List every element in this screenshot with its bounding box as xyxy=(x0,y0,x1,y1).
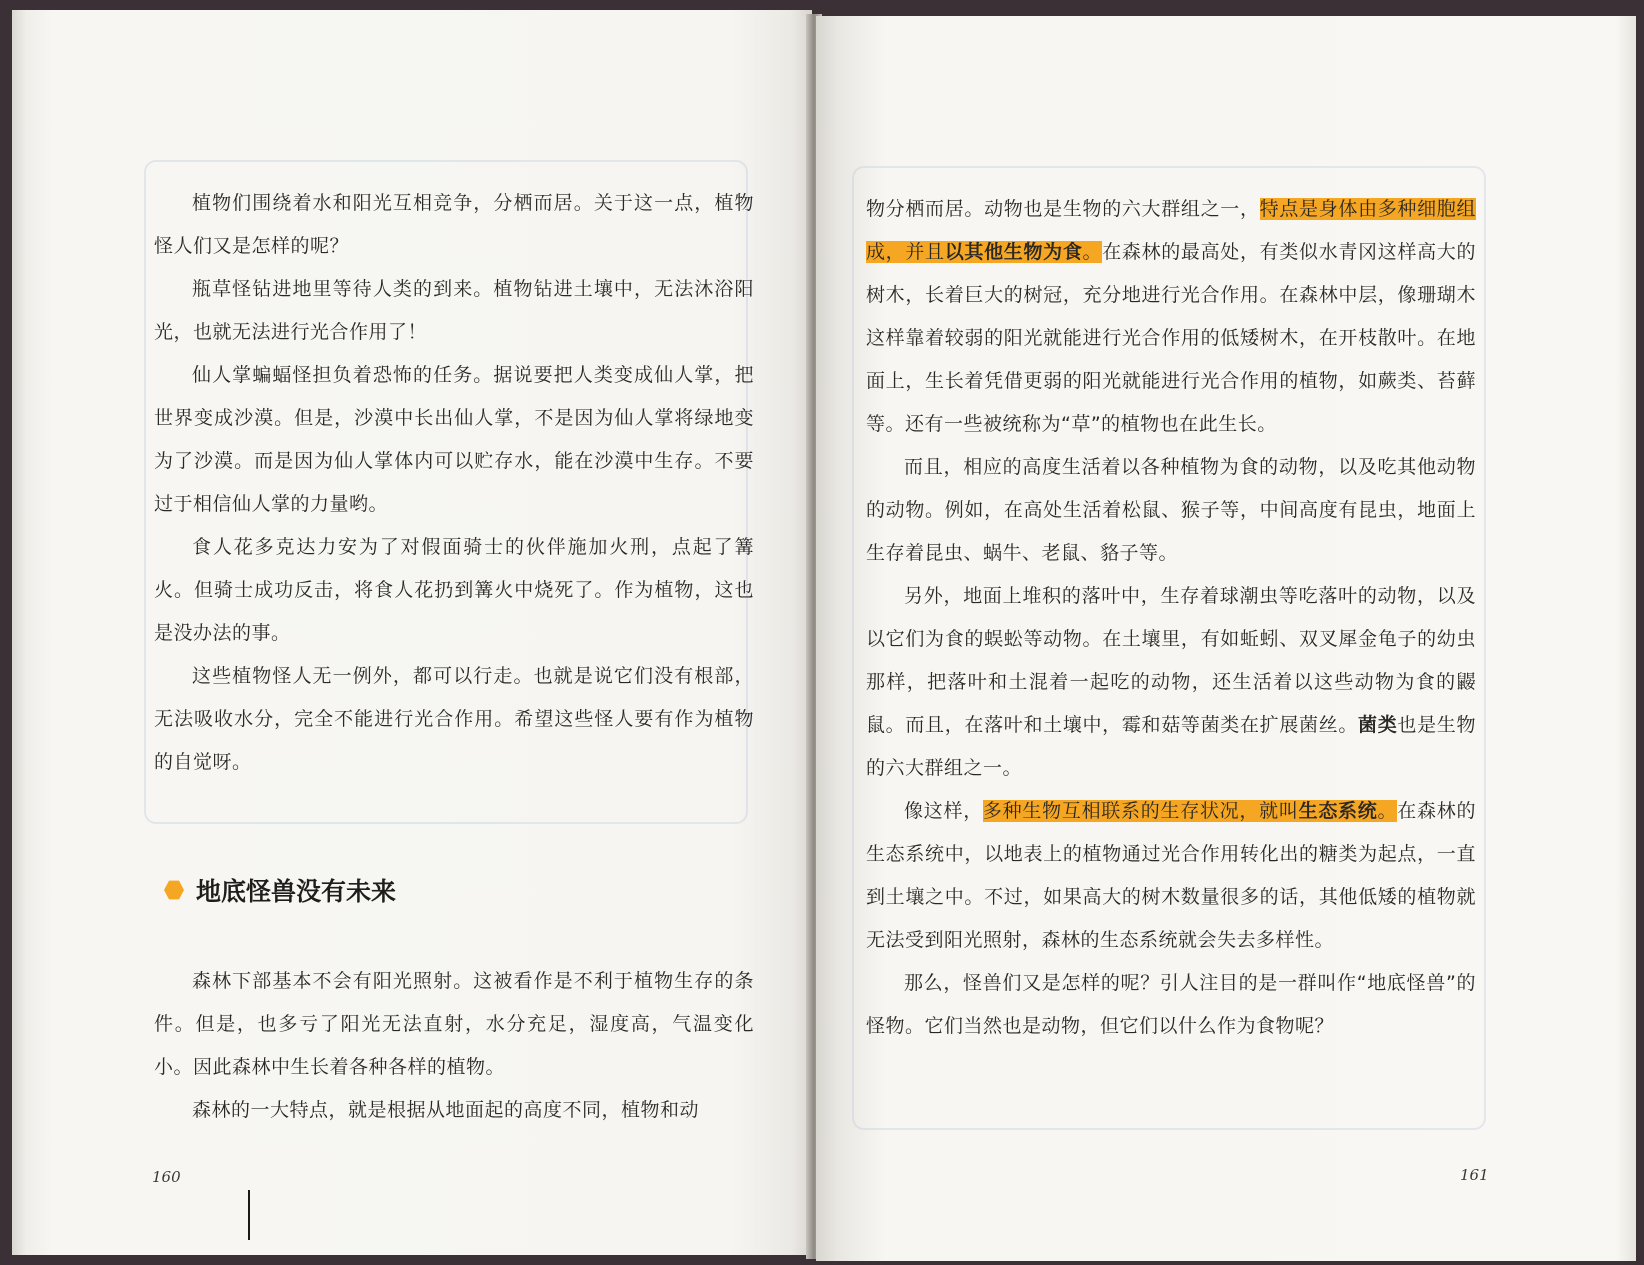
bold-term: 以其他生物为食 xyxy=(944,241,1083,263)
paragraph: 森林下部基本不会有阳光照射。这被看作是不利于植物生存的条件。但是，也多亏了阳光无法直射，水分充足，湿度高，气温变化小。因此森林中生长着各种各样的植物。 xyxy=(154,970,754,1078)
pen-mark xyxy=(248,1190,250,1240)
left-page-body-continued xyxy=(154,960,754,1132)
bold-term: 生态系统 xyxy=(1298,800,1378,822)
right-page-body xyxy=(866,188,1476,1048)
paragraph: 而且，相应的高度生活着以各种植物为食的动物，以及吃其他动物的动物。例如，在高处生活着松鼠、猴子等，中间高度有昆虫，地面上生存着昆虫、蜗牛、老鼠、貉子等。 xyxy=(866,456,1476,564)
paragraph: 另外，地面上堆积的落叶中，生存着球潮虫等吃落叶的动物，以及以它们为食的蜈蚣等动物。在土壤里，有如蚯蚓、双叉犀金龟子的幼虫那样，把落叶和土混着一起吃的动物，还生活着以这些动物为食的鼹鼠。而且，在落叶和土壤中，霉和菇等菌类在扩展菌丝。菌类也是生物的六大群组之一。 xyxy=(866,585,1476,779)
highlighted-text: 多种生物互相联系的生存状况，就叫生态系统。 xyxy=(982,800,1398,822)
paragraph: 瓶草怪钻进地里等待人类的到来。植物钻进土壤中，无法沐浴阳光，也就无法进行光合作用了！ xyxy=(154,278,754,343)
paragraph: 这些植物怪人无一例外，都可以行走。也就是说它们没有根部，无法吸收水分，完全不能进行光合作用。希望这些怪人要有作为植物的自觉呀。 xyxy=(154,665,754,773)
paragraph: 森林的一大特点，就是根据从地面起的高度不同，植物和动 xyxy=(192,1099,700,1121)
right-page xyxy=(816,16,1636,1261)
paragraph: 那么，怪兽们又是怎样的呢？引人注目的是一群叫作“地底怪兽”的怪物。它们当然也是动物，但它们以什么作为食物呢？ xyxy=(866,972,1476,1037)
section-heading-text: 地底怪兽没有未来 xyxy=(196,877,397,906)
bold-term: 菌类 xyxy=(1358,714,1398,736)
left-page xyxy=(12,10,812,1255)
paragraph: 仙人掌蝙蝠怪担负着恐怖的任务。据说要把人类变成仙人掌，把世界变成沙漠。但是，沙漠中长出仙人掌，不是因为仙人掌将绿地变为了沙漠。而是因为仙人掌体内可以贮存水，能在沙漠中生存。不要过于相信仙人掌的力量哟。 xyxy=(154,364,754,515)
page-number: 161 xyxy=(1460,1166,1489,1184)
paragraph: 物分栖而居。动物也是生物的六大群组之一，特点是身体由多种细胞组成，并且以其他生物为食。在森林的最高处，有类似水青冈这样高大的树木，长着巨大的树冠，充分地进行光合作用。在森林中层，像珊瑚木这样靠着较弱的阳光就能进行光合作用的低矮树木，在开枝散叶。在地面上，生长着凭借更弱的阳光就能进行光合作用的植物，如蕨类、苔藓等。还有一些被统称为“草”的植物也在此生长。 xyxy=(866,198,1476,435)
section-heading xyxy=(164,872,396,908)
hexagon-bullet-icon xyxy=(164,880,184,900)
paragraph: 食人花多克达力安为了对假面骑士的伙伴施加火刑，点起了篝火。但骑士成功反击，将食人花扔到篝火中烧死了。作为植物，这也是没办法的事。 xyxy=(154,536,754,644)
paragraph: 植物们围绕着水和阳光互相竞争，分栖而居。关于这一点，植物怪人们又是怎样的呢？ xyxy=(154,192,754,257)
paragraph: 像这样，多种生物互相联系的生存状况，就叫生态系统。在森林的生态系统中，以地表上的植物通过光合作用转化出的糖类为起点，一直到土壤之中。不过，如果高大的树木数量很多的话，其他低矮的植物就无法受到阳光照射，森林的生态系统就会失去多样性。 xyxy=(866,800,1476,951)
highlighted-text: 特点是身体由多种细胞组成，并且以其他生物为食。 xyxy=(866,198,1476,263)
left-page-body xyxy=(154,182,754,784)
page-number: 160 xyxy=(152,1168,181,1186)
